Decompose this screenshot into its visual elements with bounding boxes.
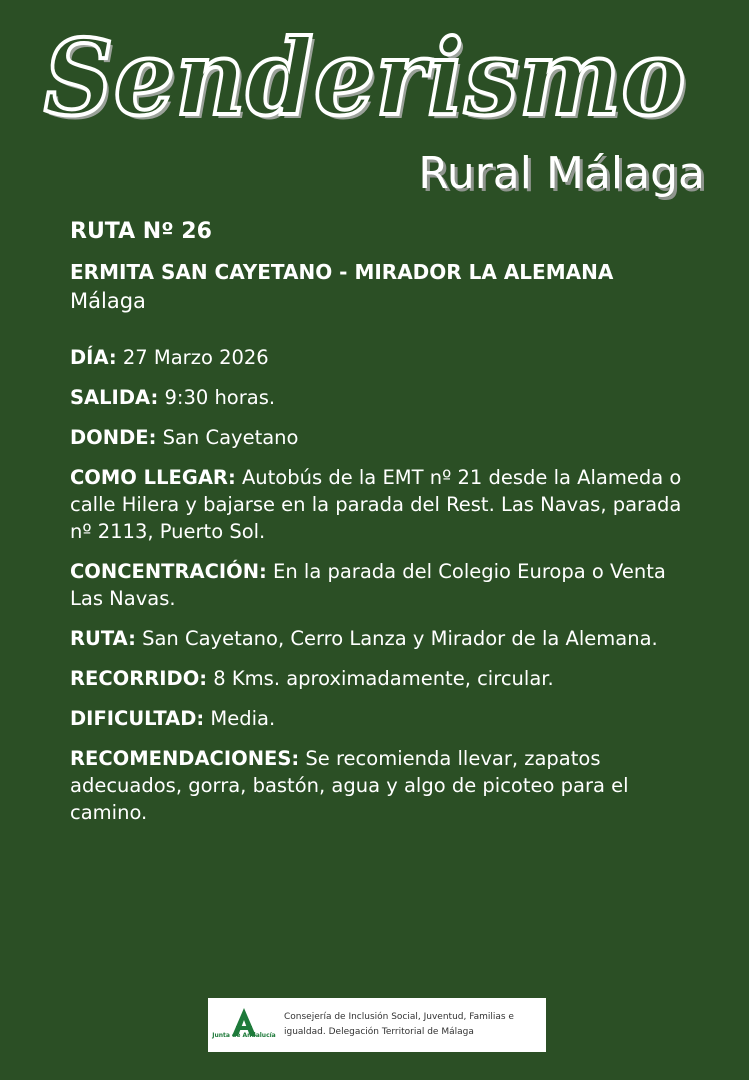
field-dia bbox=[70, 344, 690, 371]
field-label: COMO LLEGAR: bbox=[70, 466, 236, 489]
field-value: En la parada del Colegio Europa o Venta Las Navas. bbox=[70, 560, 666, 610]
field-recomendaciones bbox=[70, 745, 690, 826]
field-label: DIFICULTAD: bbox=[70, 707, 205, 730]
field-value: 8 Kms. aproximadamente, circular. bbox=[207, 667, 554, 690]
field-recorrido bbox=[70, 665, 690, 692]
field-value: 9:30 horas. bbox=[158, 386, 276, 409]
field-label: RUTA: bbox=[70, 627, 136, 650]
field-dificultad bbox=[70, 705, 690, 732]
field-concentracion bbox=[70, 558, 690, 612]
route-city: Málaga bbox=[70, 289, 146, 313]
field-label: CONCENTRACIÓN: bbox=[70, 560, 267, 583]
field-label: SALIDA: bbox=[70, 386, 159, 409]
page-subtitle: Rural Málaga bbox=[418, 148, 705, 199]
field-salida bbox=[70, 384, 690, 411]
field-label: RECOMENDACIONES: bbox=[70, 747, 300, 770]
route-info bbox=[70, 216, 690, 839]
footer-text: Consejería de Inclusión Social, Juventud, Familias e igualdad. Delegación Territorial de Málaga bbox=[284, 1012, 514, 1037]
route-number: RUTA Nº 26 bbox=[70, 219, 212, 244]
route-name: ERMITA SAN CAYETANO - MIRADOR LA ALEMANA bbox=[70, 260, 614, 284]
field-value: Autobús de la EMT nº 21 desde la Alameda o calle Hilera y bajarse en la parada del Rest. Las Navas, parada nº 2113, Puerto Sol. bbox=[70, 466, 682, 543]
footer-banner bbox=[208, 998, 546, 1052]
field-label: RECORRIDO: bbox=[70, 667, 208, 690]
page-title: Senderismo bbox=[44, 16, 687, 139]
junta-andalucia-logo-icon bbox=[216, 1006, 272, 1046]
field-donde bbox=[70, 424, 690, 451]
field-label: DONDE: bbox=[70, 426, 157, 449]
field-value: Media. bbox=[204, 707, 276, 730]
field-label: DÍA: bbox=[70, 346, 117, 369]
field-value: San Cayetano bbox=[156, 426, 299, 449]
logo-label: Junta de Andalucía bbox=[212, 1032, 276, 1039]
field-value: Se recomienda llevar, zapatos adecuados, gorra, bastón, agua y algo de picoteo para el camino. bbox=[70, 747, 629, 824]
field-value: 27 Marzo 2026 bbox=[116, 346, 269, 369]
field-value: San Cayetano, Cerro Lanza y Mirador de la Alemana. bbox=[135, 627, 658, 650]
field-como-llegar bbox=[70, 464, 690, 545]
field-ruta bbox=[70, 625, 690, 652]
header bbox=[0, 0, 749, 215]
